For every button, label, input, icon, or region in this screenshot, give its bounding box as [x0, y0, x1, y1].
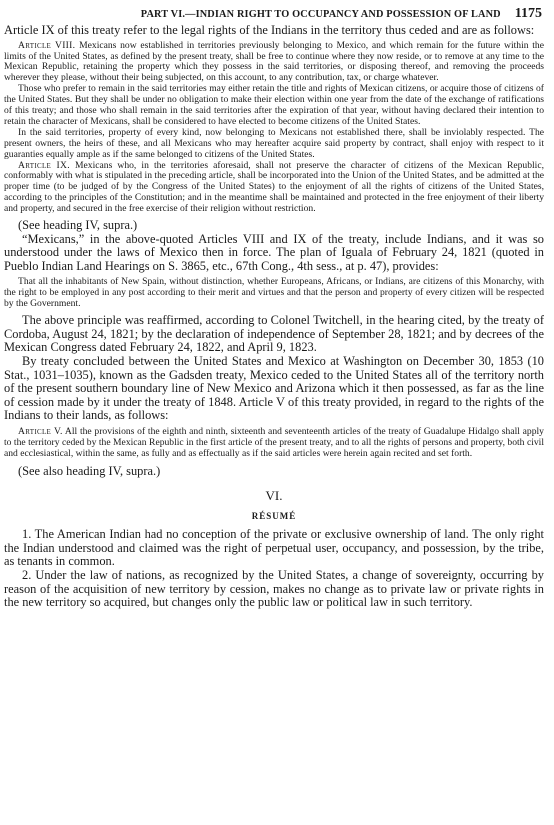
article-viii-paragraph-2: Those who prefer to remain in the said territories may either retain the title and rights of Mexican citizens, or acquire those of citizens of the United States. But they shall be under no obligation to make their election within one year from the date of the exchange of ratifications of this treaty; and those who shall remain in the said territories after the expiration of that year, without having declared their intention to retain the character of Mexicans, shall be considered to have elected to become citizens of the United States.: [4, 83, 544, 127]
article-ix-quote: [4, 161, 544, 216]
page-body: [4, 24, 544, 610]
article-v-label: Article V.: [18, 425, 63, 437]
mexicans-paragraph: “Mexicans,” in the above-quoted Articles VIII and IX of the treaty, include Indians, and it was so understood under the laws of Mexico then in force. The plan of Iguala of February 24, 1821 (quoted in Pueblo Indian Land Hearings on S. 3865, etc., 67th Cong., 4th sess., at p. 47), provides:: [4, 231, 544, 273]
plan-of-iguala-quote: That all the inhabitants of New Spain, without distinction, whether Europeans, Africans, or Indians, are citizens of this Monarchy, with the right to be employed in any post according to their merit and virtues and that the person and property of every citizen will be respected by the Government.: [4, 276, 544, 310]
resume-point-2: 2. Under the law of nations, as recognized by the United States, a change of sovereignty, occurring by reason of the acquisition of new territory by cession, makes no change as to private law or private rights in the new territory so acquired, but changes only the public law or political law in such territory.: [4, 568, 544, 610]
section-title: RÉSUMÉ: [251, 511, 297, 522]
article-viii-label: Article VIII.: [18, 39, 76, 51]
page-header: [0, 4, 542, 22]
article-v-quote: [4, 427, 544, 460]
article-viii-text: Mexicans now established in territories previously belonging to Mexico, and which remain for the future within the limits of the United States, as defined by the present treaty, shall be free to continue where they now reside, or to remove at any time to the Mexican Republic, retaining the property which they possess in the said territories, or disposing thereof, and removing the proceeds wherever they please, without their being subjected, on this account, to any contribution, tax, or charge whatever.: [4, 39, 544, 84]
article-viii-quote: [4, 41, 544, 85]
article-ix-label: Article IX.: [18, 159, 70, 171]
see-also-heading-reference: (See also heading IV, supra.): [18, 463, 161, 478]
running-head: PART VI.—INDIAN RIGHT TO OCCUPANCY AND POSSESSION OF LAND: [140, 9, 501, 20]
article-ix-text: Mexicans who, in the territories aforesaid, shall not preserve the character of citizens of the Mexican Republic, conformably with what is stipulated in the preceding article, shall be incorporated into the Union of the United States, and be admitted at the proper time (to be judged of by the Congress of the United States) to the enjoyment of all the rights of citizens of the United States, according to the principles of the Constitution; and in the meantime shall be maintained and protected in the free enjoyment of their liberty and property, and secured in the free exercise of their religion without restriction.: [4, 159, 544, 215]
resume-point-1: 1. The American Indian had no conception of the private or exclusive ownership of land. The only right the Indian understood and claimed was the right of perpetual user, occupancy, and possession, by the tribe, as tenants in common.: [4, 527, 544, 569]
page-number: 1175: [514, 6, 542, 21]
section-number: VI.: [265, 488, 283, 504]
article-v-text: All the provisions of the eighth and ninth, sixteenth and seventeenth articles of the treaty of Guadalupe Hidalgo shall apply to the territory ceded by the Mexican Republic in the first article of the present treaty, and to all the rights of persons and property, both civil and ecclesiastical, within the same, as fully and as effectually as if the said articles were herein again recited and set forth.: [4, 425, 544, 459]
principle-paragraph: The above principle was reaffirmed, according to Colonel Twitchell, in the hearing cited, by the treaty of Cordoba, August 24, 1821; by the declaration of independence of September 28, 1821; and by decrees of the Mexican Congress dated February 24, 1822, and April 9, 1823.: [4, 313, 544, 355]
gadsden-treaty-paragraph: By treaty concluded between the United States and Mexico at Washington on December 30, 1853 (10 Stat., 1031–1035), known as the Gadsden treaty, Mexico ceded to the United States all of the territory north of the present southern boundary line of New Mexico and Arizona which it then possessed, as far as the line of cession made by it under the treaty of 1848. Article V of this treaty provided, in regard to the rights of the Indians to their lands, as follows:: [4, 353, 544, 423]
intro-paragraph: Article IX of this treaty refer to the legal rights of the Indians in the territory thus ceded and are as follows:: [4, 23, 535, 37]
article-viii-paragraph-3: In the said territories, property of every kind, now belonging to Mexicans not established there, shall be inviolably respected. The present owners, the heirs of these, and all Mexicans who may hereafter acquire said property by contract, shall enjoy with respect to it guaranties equally ample as if the same belonged to citizens of the United States.: [4, 126, 544, 160]
see-heading-reference: (See heading IV, supra.): [18, 218, 138, 233]
